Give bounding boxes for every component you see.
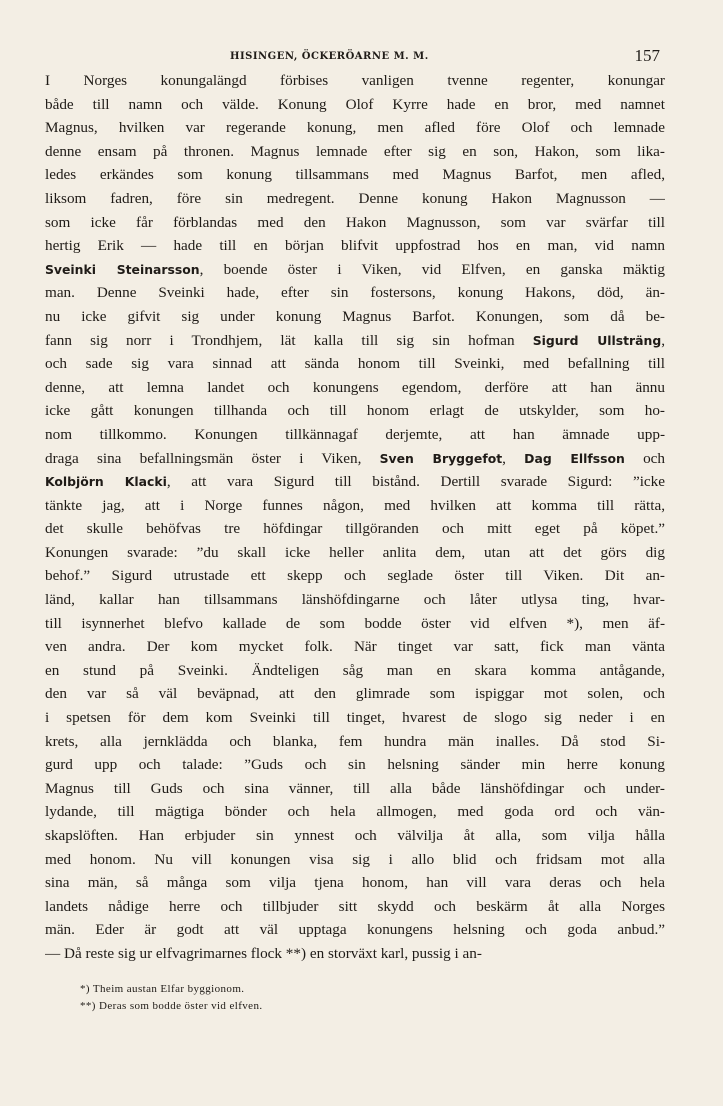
text-line: [45, 706, 665, 730]
text-line: [45, 470, 665, 494]
person-name: Dag Ellfsson: [524, 450, 625, 466]
text-line: [45, 659, 665, 683]
text-line: [45, 753, 665, 777]
text-segment: nom tillkommo. Konungen tillkännagaf derjemte, att han ämnade upp-: [45, 425, 665, 443]
text-line: [45, 918, 665, 942]
text-segment: till isynnerhet blefvo kallade de som bodde öster vid elfven *), men äf-: [45, 614, 665, 632]
text-line: [45, 730, 665, 754]
text-segment: Konungen svarade: ”du skall icke heller anlita dem, utan att det görs dig: [45, 543, 665, 561]
text-segment: icke gått konungen tillhanda och till honom erlagt de utskylder, som ho-: [45, 402, 665, 420]
text-segment: denne, att lemna landet och konungens egendom, derföre att han ännu: [45, 378, 665, 396]
text-segment: hertig Erik — hade till en början blifvit uppfostrad hos en man, vid namn: [45, 237, 665, 255]
text-segment: och sade sig vara sinnad att sända honom till Sveinki, med befallning till: [45, 355, 665, 373]
page-number: 157: [634, 46, 660, 65]
text-line: [45, 281, 665, 305]
body-text: [45, 69, 665, 966]
text-line: [45, 564, 665, 588]
text-line: [45, 234, 665, 258]
text-segment: krets, alla jernklädda och blanka, fem hundra män inalles. Då stod Si-: [45, 732, 665, 750]
text-segment: ven andra. Der kom mycket folk. När tinget var satt, fick man vänta: [45, 638, 665, 656]
text-segment: Magnus till Guds och sina vänner, till alla både länshöfdingar och under-: [45, 779, 665, 797]
text-segment: , att vara Sigurd till bistånd. Dertill svarade Sigurd: ”icke: [166, 473, 665, 491]
person-name: Kolbjörn Klacki: [45, 474, 167, 490]
text-segment: och: [624, 449, 665, 467]
text-line: [45, 682, 665, 706]
text-segment: den var så väl beväpnad, att den glimrade som ispiggar mot solen, och: [45, 685, 665, 703]
text-segment: det skulle behöfvas tre höfdingar tillgöranden och mitt eget på köpet.”: [45, 520, 665, 538]
footnote-2: **) Deras som bodde öster vid elfven.: [80, 1000, 263, 1012]
text-segment: ,: [502, 449, 525, 467]
text-line: [45, 800, 665, 824]
text-segment: ledes erkändes som konung tillsammans med Magnus Barfot, men afled,: [45, 166, 665, 184]
text-segment: skapslöften. Han erbjuder sin ynnest och välvilja åt alla, som vilja hålla: [45, 827, 665, 844]
text-segment: både till namn och välde. Konung Olof Kyrre hade en bror, med namnet: [45, 95, 665, 113]
text-line: [45, 635, 665, 659]
person-name: Sveinki Steinarsson: [45, 261, 200, 277]
text-line: [45, 777, 665, 801]
running-head: HISINGEN, ÖCKERÖARNE M. M.: [230, 51, 429, 62]
text-segment: — Då reste sig ur elfvagrimarnes flock **) en storväxt karl, pussig i an-: [45, 944, 482, 962]
text-segment: sina män, så många som vilja tjena honom, han vill vara deras och hela: [45, 874, 665, 892]
text-line: [45, 612, 665, 636]
person-name: Sven Bryggefot: [379, 450, 503, 466]
page-header: [42, 46, 660, 70]
text-line: [45, 187, 665, 211]
text-line: [45, 423, 665, 447]
footnotes: [80, 981, 640, 1015]
text-line: [45, 93, 665, 117]
text-line: [45, 329, 665, 353]
text-segment: i spetsen för dem kom Sveinki till tinget, hvarest de slogo sig neder i en: [45, 709, 665, 727]
text-segment: fann sig norr i Trondhjem, lät kalla till sig sin hofman: [45, 331, 533, 349]
text-line: [45, 895, 665, 919]
text-segment: män. Eder är godt att väl upptaga konungens helsning och goda anbud.”: [45, 921, 665, 939]
text-line: [45, 517, 665, 541]
text-segment: landets nådige herre och tillbjuder sitt skydd och beskärm åt alla Norges: [45, 897, 665, 915]
text-segment: tänkte jag, att i Norge funnes någon, med hvilken att komma till rätta,: [45, 496, 665, 514]
text-segment: , boende öster i Viken, vid Elfven, en ganska mäktig: [199, 260, 665, 278]
text-line: [45, 69, 665, 93]
text-line: [45, 352, 665, 376]
text-segment: man. Denne Sveinki hade, efter sin fostersons, konung Hakons, död, än-: [45, 284, 665, 302]
text-line: [45, 140, 665, 164]
text-line: [45, 942, 665, 966]
text-line: [45, 399, 665, 423]
text-line: [45, 163, 665, 187]
text-segment: draga sina befallningsmän öster i Viken,: [45, 449, 380, 467]
text-segment: I Norges konungalängd förbises vanligen tvenne regenter, konungar: [45, 72, 665, 89]
text-segment: gurd upp och talade: ”Guds och sin helsning sänder min herre konung: [45, 756, 665, 774]
text-line: [45, 376, 665, 400]
text-line: [45, 541, 665, 565]
text-segment: liksom fadren, före sin medregent. Denne konung Hakon Magnusson —: [45, 189, 665, 207]
text-line: [45, 447, 665, 471]
text-line: [45, 211, 665, 235]
text-line: [45, 305, 665, 329]
text-line: [45, 824, 665, 848]
text-line: [45, 494, 665, 518]
text-segment: som icke får förblandas med den Hakon Magnusson, som var svärfar till: [45, 213, 665, 231]
text-segment: länd, kallar han tillsammans länshöfdingarne och låter utlysa ting, hvar-: [45, 591, 665, 609]
text-segment: ,: [661, 331, 665, 349]
text-segment: en stund på Sveinki. Ändteligen såg man en skara komma antågande,: [45, 661, 665, 679]
text-line: [45, 116, 665, 140]
text-segment: Magnus, hvilken var regerande konung, men afled före Olof och lemnade: [45, 119, 665, 137]
text-segment: med honom. Nu vill konungen visa sig i allo blid och fridsam mot alla: [45, 850, 665, 868]
text-segment: behof.” Sigurd utrustade ett skepp och seglade öster till Viken. Dit an-: [45, 567, 665, 585]
footnote-1: *) Theim austan Elfar byggionom.: [80, 983, 245, 995]
text-line: [45, 258, 665, 282]
text-line: [45, 871, 665, 895]
text-segment: nu icke gifvit sig under konung Magnus Barfot. Konungen, som då be-: [45, 307, 665, 325]
text-segment: denne ensam på thronen. Magnus lemnade efter sig en son, Hakon, som lika-: [45, 142, 665, 160]
person-name: Sigurd Ullsträng: [532, 332, 662, 348]
text-line: [45, 848, 665, 872]
text-segment: lydande, till mägtiga bönder och hela allmogen, med goda ord och vän-: [45, 803, 665, 821]
text-line: [45, 588, 665, 612]
